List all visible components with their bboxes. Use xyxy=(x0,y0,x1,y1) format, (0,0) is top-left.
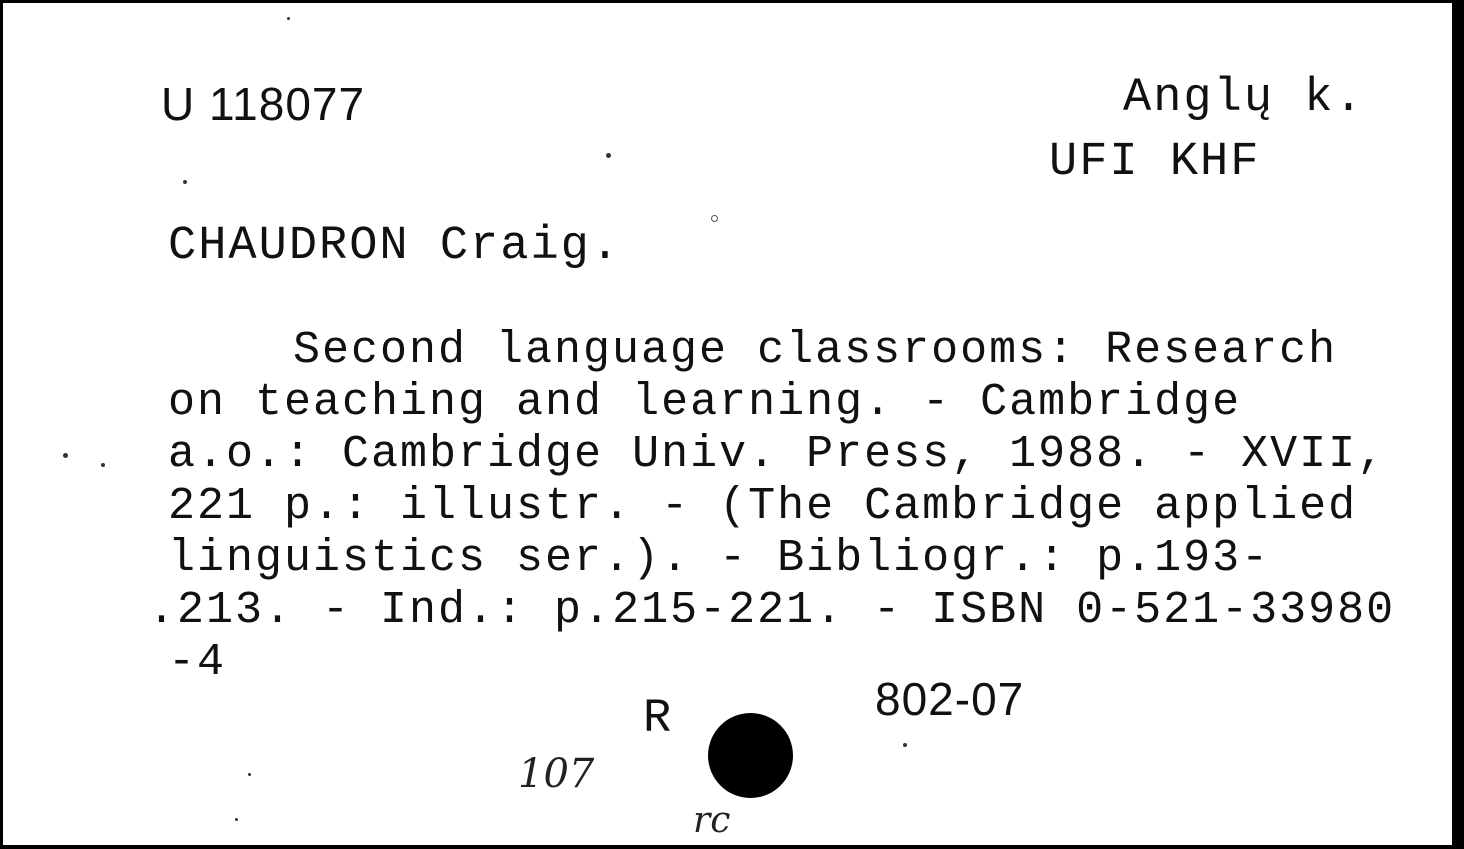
handwritten-initials: rc xyxy=(693,800,731,841)
handwritten-number: 107 xyxy=(518,751,595,797)
mark-letter: R xyxy=(643,693,674,746)
description-line: on teaching and learning. - Cambridge xyxy=(168,377,1242,428)
speck xyxy=(248,773,251,776)
speck xyxy=(287,17,290,20)
record-number: U 118077 xyxy=(161,78,366,130)
speck xyxy=(183,180,187,184)
location-code: Anglų k. xyxy=(1123,72,1365,125)
author-heading: CHAUDRON Craig. xyxy=(168,220,622,273)
description-line: Second language classrooms: Research xyxy=(293,325,1338,376)
speck xyxy=(711,215,718,222)
bibliographic-description xyxy=(148,325,1396,689)
library-code: UFI KHF xyxy=(1049,136,1261,189)
speck xyxy=(903,743,907,747)
description-line: a.o.: Cambridge Univ. Press, 1988. - XVII, xyxy=(168,429,1387,480)
speck xyxy=(63,453,68,458)
description-line: -4 xyxy=(168,637,227,688)
speck xyxy=(101,463,105,467)
description-line: 221 p.: illustr. - (The Cambridge applied xyxy=(168,481,1358,532)
classification-number: 802-07 xyxy=(875,673,1025,725)
punch-hole xyxy=(708,713,793,798)
speck xyxy=(235,818,238,821)
description-line: linguistics ser.). - Bibliogr.: p.193- xyxy=(168,533,1271,584)
speck xyxy=(606,153,611,158)
description-line: .213. - Ind.: p.215-221. - ISBN 0-521-33980 xyxy=(148,585,1396,636)
